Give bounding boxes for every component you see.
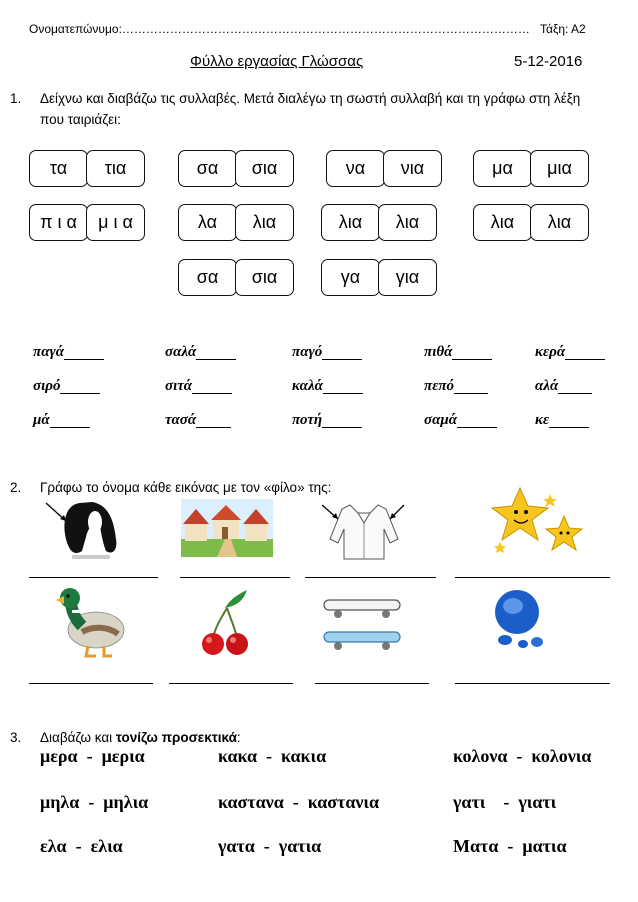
ex1-instruction-line2: που ταιριάζει:: [40, 112, 121, 127]
word-blank-line[interactable]: [454, 393, 488, 394]
syllable-box[interactable]: νια: [383, 150, 442, 187]
word-blank-line[interactable]: [549, 427, 589, 428]
word-stem: κερά: [535, 344, 566, 360]
word-stem: σιρό: [33, 378, 61, 394]
date: 5-12-2016: [514, 53, 583, 70]
word-stem: μά: [33, 412, 50, 428]
word-stem: σαμά: [424, 412, 458, 428]
word-blank-line[interactable]: [322, 359, 362, 360]
name-label: Ονοματεπώνυμο:…………………………………………………………………………………………: [29, 22, 530, 36]
syllable-box[interactable]: μ ι α: [86, 204, 145, 241]
accent-pair: ελα - ελια: [40, 836, 123, 856]
ex3-instruction-bold: τονίζω προσεκτικά: [115, 730, 237, 745]
syllable-box[interactable]: τια: [86, 150, 145, 187]
answer-line[interactable]: [305, 577, 436, 578]
skateboards-icon: [322, 594, 402, 652]
accent-pair: μερα - μερια: [40, 746, 145, 766]
syllable-box[interactable]: μα: [473, 150, 532, 187]
word-stem: πιθά: [424, 344, 453, 360]
word-stem: τασά: [165, 412, 197, 428]
accent-pair: Ματα - ματια: [453, 836, 567, 856]
word-blank-line[interactable]: [457, 427, 497, 428]
word-stem: ποτή: [292, 412, 323, 428]
syllable-box[interactable]: μια: [530, 150, 589, 187]
ex3-instruction-prefix: Διαβάζω και: [40, 730, 116, 745]
word-blank-line[interactable]: [322, 427, 362, 428]
word-stem: καλά: [292, 378, 323, 394]
word-stem: παγά: [33, 344, 65, 360]
word-blank-line[interactable]: [558, 393, 592, 394]
syllable-box[interactable]: λια: [321, 204, 380, 241]
shirt-icon: [320, 499, 406, 561]
stars-icon: [488, 486, 588, 556]
hair-icon: [40, 497, 130, 563]
accent-pair: γατα - γατια: [218, 836, 322, 856]
word-blank-line[interactable]: [323, 393, 363, 394]
syllable-box[interactable]: σια: [235, 150, 294, 187]
ex1-number: 1.: [10, 91, 22, 106]
syllable-box[interactable]: σια: [235, 259, 294, 296]
class-label: Τάξη: Α2: [540, 22, 586, 36]
word-blank-line[interactable]: [452, 359, 492, 360]
syllable-box[interactable]: γα: [321, 259, 380, 296]
ex3-instruction: [40, 727, 241, 748]
syllable-box[interactable]: λια: [530, 204, 589, 241]
syllable-box[interactable]: τα: [29, 150, 88, 187]
word-blank-line[interactable]: [196, 359, 236, 360]
answer-line[interactable]: [180, 577, 290, 578]
word-blank-line[interactable]: [196, 427, 231, 428]
word-blank-line[interactable]: [60, 393, 100, 394]
village-icon: [181, 499, 273, 557]
word-stem: κε: [535, 412, 550, 428]
word-stem: αλά: [535, 378, 559, 394]
answer-line[interactable]: [29, 683, 153, 684]
syllable-box[interactable]: λα: [178, 204, 237, 241]
accent-pair: γατι - γιατι: [453, 792, 557, 812]
answer-line[interactable]: [455, 577, 610, 578]
word-stem: πεπό: [424, 378, 455, 394]
syllable-box[interactable]: π ι α: [29, 204, 88, 241]
syllable-box[interactable]: λια: [378, 204, 437, 241]
ex2-instruction: Γράφω το όνομα κάθε εικόνας με τον «φίλο» της:: [40, 480, 332, 495]
bottle-cap-icon: [487, 586, 553, 652]
syllable-box[interactable]: για: [378, 259, 437, 296]
syllable-box[interactable]: να: [326, 150, 385, 187]
accent-pair: μηλα - μηλια: [40, 792, 149, 812]
answer-line[interactable]: [315, 683, 429, 684]
answer-line[interactable]: [169, 683, 293, 684]
ex3-number: 3.: [10, 730, 22, 745]
word-blank-line[interactable]: [565, 359, 605, 360]
syllable-box[interactable]: λια: [235, 204, 294, 241]
ex3-instruction-suffix: :: [236, 730, 241, 745]
word-blank-line[interactable]: [64, 359, 104, 360]
syllable-box[interactable]: σα: [178, 259, 237, 296]
word-stem: σαλά: [165, 344, 197, 360]
syllable-box[interactable]: λια: [473, 204, 532, 241]
ex2-number: 2.: [10, 480, 22, 495]
word-stem: παγό: [292, 344, 323, 360]
accent-pair: κακα - κακια: [218, 746, 327, 766]
answer-line[interactable]: [29, 577, 158, 578]
cherries-icon: [199, 588, 251, 658]
duck-icon: [52, 586, 126, 658]
accent-pair: κολονα - κολονια: [453, 746, 592, 766]
ex1-instruction-line1: Δείχνω και διαβάζω τις συλλαβές. Μετά διαλέγω τη σωστή συλλαβή και τη γράφω στη λέξη: [40, 91, 581, 106]
answer-line[interactable]: [455, 683, 610, 684]
word-blank-line[interactable]: [192, 393, 232, 394]
accent-pair: καστανα - καστανια: [218, 792, 380, 812]
syllable-box[interactable]: σα: [178, 150, 237, 187]
word-blank-line[interactable]: [50, 427, 90, 428]
page-title: Φύλλο εργασίας Γλώσσας: [190, 53, 364, 70]
word-stem: σιτά: [165, 378, 192, 394]
